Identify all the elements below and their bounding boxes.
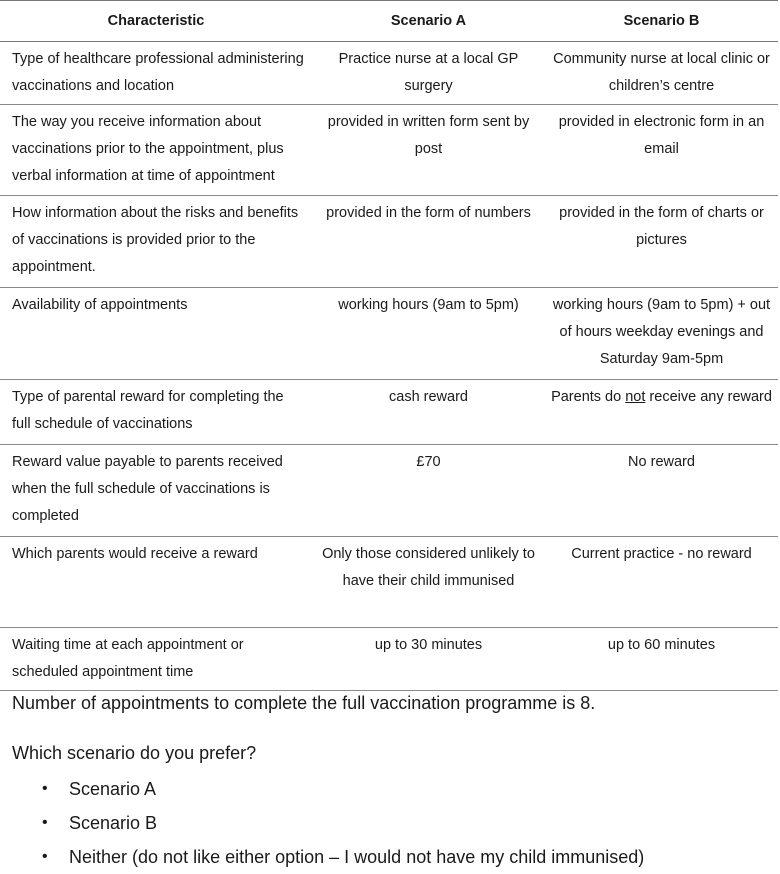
scenario-a-cell: cash reward xyxy=(312,380,545,445)
scenario-b-text-underlined: not xyxy=(625,389,646,405)
scenario-a-cell: provided in written form sent by post xyxy=(312,105,545,196)
scenario-a-cell: Only those considered unlikely to have their child immunised xyxy=(312,537,545,628)
scenario-b-cell: Current practice - no reward xyxy=(545,537,778,628)
option-scenario-b[interactable] xyxy=(12,806,644,840)
scenario-b-cell xyxy=(545,380,778,445)
scenario-b-cell: provided in electronic form in an email xyxy=(545,105,778,196)
header-scenario-a: Scenario A xyxy=(312,1,545,42)
characteristic-cell: The way you receive information about vaccinations prior to the appointment, plus verbal information at time of appointment xyxy=(0,105,312,196)
characteristic-cell: Which parents would receive a reward xyxy=(0,537,312,628)
header-scenario-b: Scenario B xyxy=(545,1,778,42)
characteristic-cell: How information about the risks and benefits of vaccinations is provided prior to the appointment. xyxy=(0,196,312,288)
scenario-b-text-pre: Parents do xyxy=(551,389,626,405)
scenario-a-cell: Practice nurse at a local GP surgery xyxy=(312,42,545,105)
option-label: Neither (do not like either option – I would not have my child immunised) xyxy=(69,847,645,867)
option-label: Scenario A xyxy=(69,779,157,799)
scenario-b-cell: Community nurse at local clinic or children’s centre xyxy=(545,42,778,105)
table-row xyxy=(0,105,778,196)
table-row xyxy=(0,288,778,380)
scenario-a-cell: provided in the form of numbers xyxy=(312,196,545,288)
characteristic-cell: Type of healthcare professional administering vaccinations and location xyxy=(0,42,312,105)
bullet-icon: • xyxy=(42,848,48,865)
table-row xyxy=(0,196,778,288)
characteristic-cell: Availability of appointments xyxy=(0,288,312,380)
table-row xyxy=(0,445,778,537)
question-section xyxy=(12,686,644,874)
characteristic-cell: Waiting time at each appointment or scheduled appointment time xyxy=(0,628,312,691)
table-row xyxy=(0,42,778,105)
scenario-b-cell: provided in the form of charts or pictures xyxy=(545,196,778,288)
bullet-icon: • xyxy=(42,780,48,797)
characteristic-cell: Type of parental reward for completing the full schedule of vaccinations xyxy=(0,380,312,445)
option-label: Scenario B xyxy=(69,813,158,833)
scenario-b-text-post: receive any reward xyxy=(645,389,772,405)
table-row xyxy=(0,380,778,445)
preference-question: Which scenario do you prefer? xyxy=(12,743,257,763)
scenario-b-cell: up to 60 minutes xyxy=(545,628,778,691)
header-characteristic: Characteristic xyxy=(0,1,312,42)
bullet-icon: • xyxy=(42,814,48,831)
scenario-a-cell: working hours (9am to 5pm) xyxy=(312,288,545,380)
scenario-b-cell: working hours (9am to 5pm) + out of hours weekday evenings and Saturday 9am-5pm xyxy=(545,288,778,380)
table-row xyxy=(0,628,778,691)
table-header-row xyxy=(0,1,778,42)
scenario-a-cell: £70 xyxy=(312,445,545,537)
appointments-note: Number of appointments to complete the full vaccination programme is 8. xyxy=(12,693,596,713)
scenario-b-cell: No reward xyxy=(545,445,778,537)
option-neither[interactable] xyxy=(12,840,644,874)
option-scenario-a[interactable] xyxy=(12,772,644,806)
table-row xyxy=(0,537,778,628)
options-list xyxy=(12,772,644,874)
characteristic-cell: Reward value payable to parents received when the full schedule of vaccinations is completed xyxy=(0,445,312,537)
scenario-a-cell: up to 30 minutes xyxy=(312,628,545,691)
